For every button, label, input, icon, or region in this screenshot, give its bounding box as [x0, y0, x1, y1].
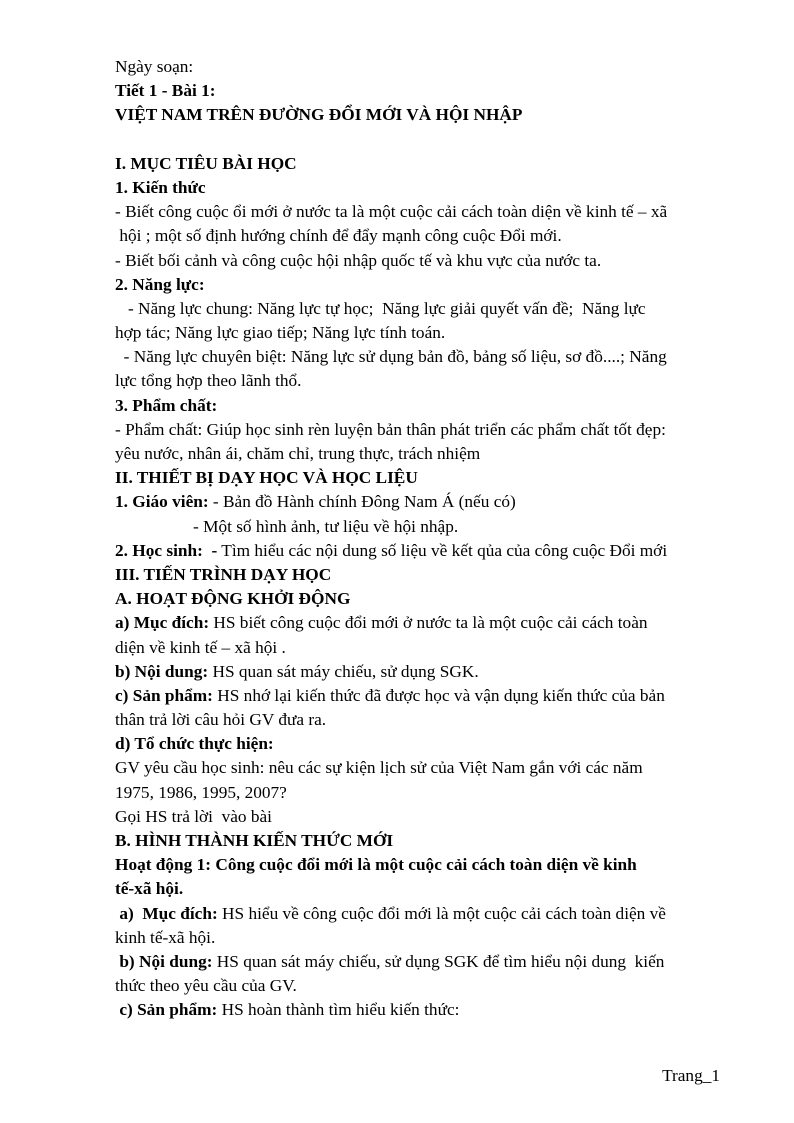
- teacher-line: [115, 490, 725, 514]
- subheading-competence: 2. Năng lực:: [115, 274, 205, 294]
- purpose-line: [115, 902, 725, 926]
- document-body: [115, 55, 725, 1023]
- product-text: HS hoàn thành tìm hiểu kiến thức:: [217, 1000, 460, 1020]
- content-line: [115, 660, 725, 684]
- section-heading-process: III. TIẾN TRÌNH DẠY HỌC: [115, 564, 332, 584]
- paragraph-line: 1975, 1986, 1995, 2007?: [115, 782, 287, 802]
- paragraph-line: lực tổng hợp theo lãnh thổ.: [115, 371, 302, 391]
- content-text: HS quan sát máy chiếu, sử dụng SGK để tìm hiểu nội dung kiến: [212, 951, 665, 971]
- content-label: b) Nội dung:: [115, 661, 209, 681]
- paragraph-line: yêu nước, nhân ái, chăm chỉ, trung thực, trách nhiệm: [115, 444, 481, 463]
- paragraph-line: hội ; một số định hướng chính để đẩy mạnh công cuộc Đổi mới.: [115, 226, 562, 246]
- paragraph-line: Gọi HS trả lời vào bài: [115, 806, 272, 826]
- lesson-number: Tiết 1 - Bài 1:: [115, 81, 216, 101]
- section-heading-equipment: II. THIẾT BỊ DẠY HỌC VÀ HỌC LIỆU: [115, 468, 418, 488]
- content-text: HS quan sát máy chiếu, sử dụng SGK.: [208, 661, 479, 681]
- paragraph-line: GV yêu cầu học sinh: nêu các sự kiện lịch sử của Việt Nam gắn với các năm: [115, 758, 643, 778]
- paragraph-line: thức theo yêu cầu của GV.: [115, 976, 297, 996]
- product-line: [115, 998, 725, 1022]
- student-line: [115, 539, 725, 563]
- purpose-label: a) Mục đích:: [115, 613, 210, 633]
- subheading-knowledge: 1. Kiến thức: [115, 177, 206, 197]
- paragraph-line: - Năng lực chuyên biệt: Năng lực sử dụng bản đồ, bảng số liệu, sơ đồ....; Năng: [115, 347, 667, 367]
- page-number: Trang_1: [662, 1066, 720, 1085]
- student-text: Tìm hiểu các nội dung số liệu về kết qủa của công cuộc Đổi mới: [217, 540, 668, 560]
- paragraph-line: - Biết bối cảnh và công cuộc hội nhập quốc tế và khu vực của nước ta.: [115, 250, 602, 270]
- teacher-label: 1. Giáo viên:: [115, 492, 209, 512]
- purpose-line: [115, 611, 725, 635]
- spacer: [115, 128, 725, 152]
- activity-heading-line: tế-xã hội.: [115, 879, 184, 899]
- teacher-text: - Bản đồ Hành chính Đông Nam Á (nếu có): [208, 492, 516, 512]
- purpose-text: HS hiểu về công cuộc đổi mới là một cuộc cải cách toàn diện về: [217, 903, 666, 923]
- activity-heading-line: Hoạt động 1: Công cuộc đổi mới là một cuộc cải cách toàn diện về kinh: [115, 855, 637, 875]
- paragraph-line: - Năng lực chung: Năng lực tự học; Năng lực giải quyết vấn đề; Năng lực: [115, 298, 646, 318]
- paragraph-line: thân trả lời câu hỏi GV đưa ra.: [115, 710, 327, 730]
- product-label: c) Sản phẩm:: [115, 1000, 218, 1020]
- student-label: 2. Học sinh: -: [115, 540, 218, 560]
- lesson-title: VIỆT NAM TRÊN ĐƯỜNG ĐỔI MỚI VÀ HỘI NHẬP: [115, 105, 523, 125]
- section-heading-objectives: I. MỤC TIÊU BÀI HỌC: [115, 153, 297, 173]
- product-line: [115, 684, 725, 708]
- subheading-qualities: 3. Phẩm chất:: [115, 395, 218, 415]
- teacher-line-2: - Một số hình ảnh, tư liệu về hội nhập.: [193, 516, 459, 536]
- content-line: [115, 950, 725, 974]
- product-text: HS nhớ lại kiến thức đã được học và vận dụng kiến thức của bản: [212, 685, 665, 705]
- content-label: b) Nội dung:: [115, 951, 213, 971]
- subheading-new-knowledge: B. HÌNH THÀNH KIẾN THỨC MỚI: [115, 831, 394, 850]
- purpose-text: HS biết công cuộc đổi mới ở nước ta là một cuộc cải cách toàn: [209, 613, 648, 633]
- paragraph-line: hợp tác; Năng lực giao tiếp; Năng lực tính toán.: [115, 323, 446, 343]
- paragraph-line: kinh tế-xã hội.: [115, 927, 216, 947]
- product-label: c) Sản phẩm:: [115, 685, 213, 705]
- purpose-label: a) Mục đích:: [115, 903, 218, 923]
- organization-label: d) Tổ chức thực hiện:: [115, 734, 274, 754]
- date-line: Ngày soạn:: [115, 57, 194, 76]
- paragraph-line: - Phẩm chất: Giúp học sinh rèn luyện bản thân phát triển các phẩm chất tốt đẹp:: [115, 419, 666, 439]
- paragraph-line: - Biết công cuộc ổi mới ở nước ta là một cuộc cải cách toàn diện về kinh tế – xã: [115, 202, 668, 222]
- subheading-warmup: A. HOẠT ĐỘNG KHỞI ĐỘNG: [115, 589, 351, 609]
- paragraph-line: diện về kinh tế – xã hội .: [115, 637, 286, 657]
